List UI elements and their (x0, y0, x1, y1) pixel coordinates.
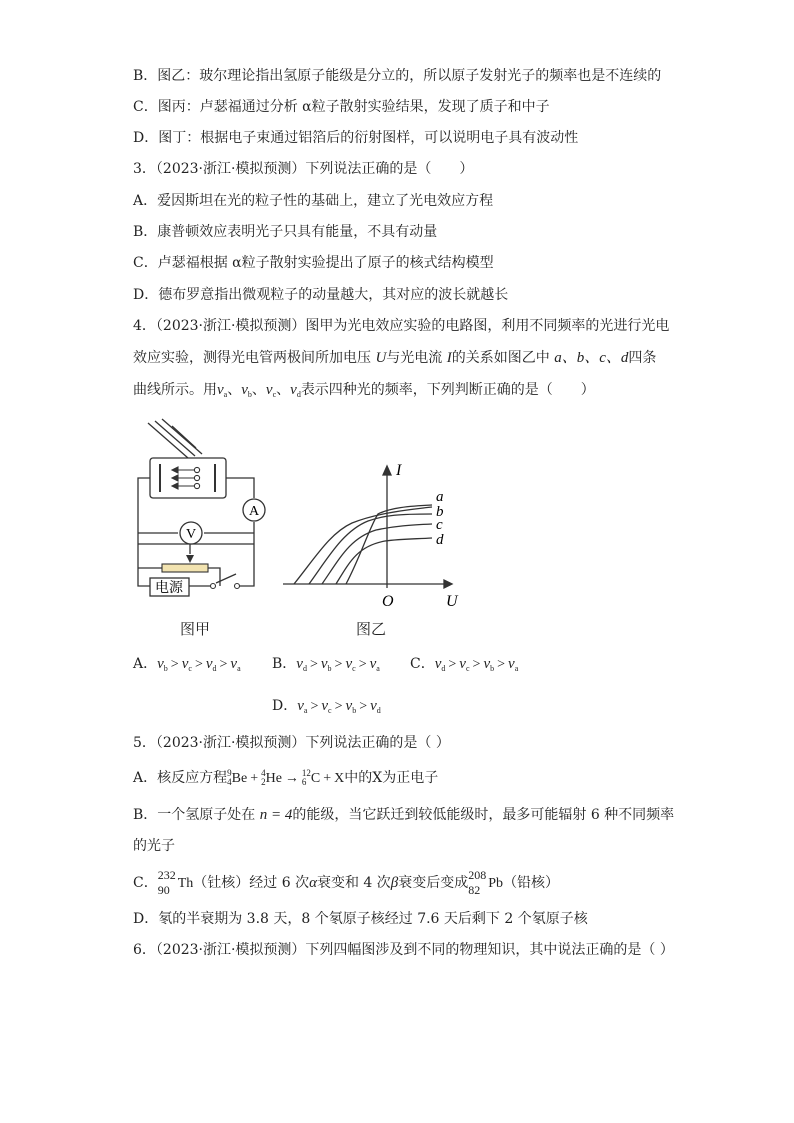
q4-option-a: A．$\nu_b > \nu_c > \nu_d > \nu_a$ (133, 656, 241, 673)
curve-label-a: a (436, 489, 444, 505)
q3-option-a: A．爱因斯坦在光的粒子性的基础上，建立了光电效应方程 (133, 193, 494, 209)
option-b-line: B．图乙：玻尔理论指出氢原子能级是分立的，所以原子发射光子的频率也是不连续的 (133, 68, 662, 84)
axis-i-label: I (396, 462, 402, 479)
power-source-label: 电源 (155, 580, 183, 596)
q5-option-b-line2: 的光子 (133, 838, 175, 854)
curve-label-b: b (436, 504, 444, 520)
q5-option-d: D．氡的半衰期为 3.8 天，8 个氡原子核经过 7.6 天后剩下 2 个氡原子核 (133, 911, 588, 927)
ammeter-label: A (248, 504, 260, 519)
q5-option-a: A．核反应方程 9 4 Be + 4 2 He → 12 6 C + X中的X为正电子 (133, 768, 439, 787)
option-c-line: C．图丙：卢瑟福通过分析 α粒子散射实验结果，发现了质子和中子 (133, 99, 550, 115)
curve-c (322, 524, 432, 584)
be-isotope-numbers: 9 4 (227, 768, 232, 787)
q3-option-c: C．卢瑟福根据 α粒子散射实验提出了原子的核式结构模型 (133, 255, 494, 271)
question-5: 5．（2023·浙江·模拟预测）下列说法正确的是（ ） (133, 735, 450, 751)
caption-right: 图乙 (356, 620, 387, 638)
rheostat (162, 564, 208, 572)
figure-circuit-and-graph (0, 418, 794, 648)
q5-option-c: C． 232 90 Th（钍核）经过 6 次α衰变和 4 次β衰变后变成 208 82 Pb（铅核） (133, 868, 560, 897)
q4-option-d: D．$\nu_a > \nu_c > \nu_b > \nu_d$ (272, 698, 381, 715)
voltmeter-label: V (185, 527, 197, 542)
question-4-line1: 4．（2023·浙江·模拟预测）图甲为光电效应实验的电路图，利用不同频率的光进行光电 (133, 318, 670, 334)
origin-label: O (382, 593, 394, 610)
curve-cross (346, 505, 432, 584)
light-beams (148, 419, 202, 458)
question-3: 3．（2023·浙江·模拟预测）下列说法正确的是（ ） (133, 161, 474, 177)
caption-left: 图甲 (180, 620, 211, 638)
q4-option-b: B．$\nu_d > \nu_b > \nu_c > \nu_a$ (272, 656, 380, 673)
option-d-line: D．图丁：根据电子束通过铝箔后的衍射图样，可以说明电子具有波动性 (133, 130, 579, 146)
curve-label-d: d (436, 532, 444, 548)
axis-u-label: U (446, 593, 458, 610)
question-4-line2: 效应实验，测得光电管两极间所加电压 U与光电流 I的关系如图乙中 a、b、c、d四条 (133, 350, 657, 366)
curve-label-c: c (436, 517, 443, 533)
question-4-line3: 曲线所示。用$\nu_a$、$\nu_b$、$\nu_c$、$\nu_d$表示四种光的频率，下列判断正确的是（ ） (133, 382, 595, 399)
q5-option-b-line1: B．一个氢原子处在 n = 4的能级，当它跃迁到较低能级时，最多可能辐射 6 种不同频率 (133, 807, 675, 823)
question-6: 6．（2023·浙江·模拟预测）下列四幅图涉及到不同的物理知识，其中说法正确的是（ ） (133, 942, 674, 958)
q3-option-d: D．德布罗意指出微观粒子的动量越大，其对应的波长就越长 (133, 287, 509, 303)
q4-option-c: C．$\nu_d > \nu_c > \nu_b > \nu_a$ (410, 656, 519, 673)
q3-option-b: B．康普顿效应表明光子只具有能量，不具有动量 (133, 224, 438, 240)
